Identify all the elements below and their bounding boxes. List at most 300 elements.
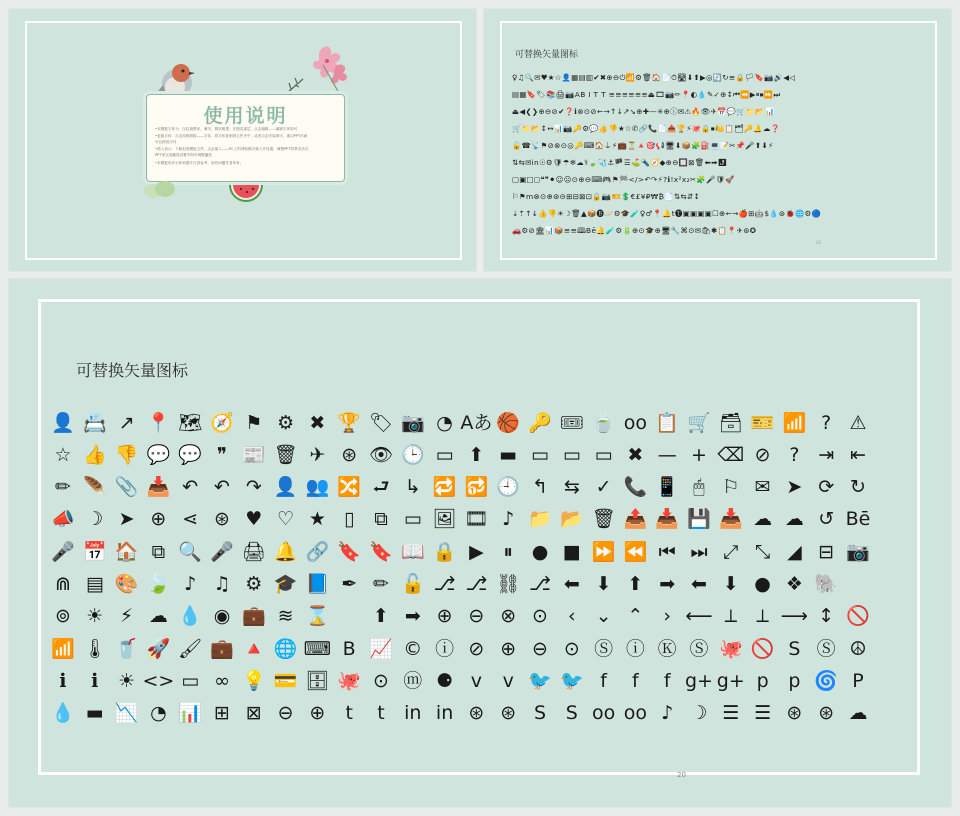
vector-icon[interactable]: Ⓢ [594,637,614,660]
vector-icon[interactable]: Ⓚ [657,637,677,660]
vector-icon[interactable]: ☁ [784,508,804,531]
vector-icon[interactable]: ⌛ [305,605,330,628]
vector-icon[interactable]: ◢ [787,540,802,563]
vector-icon[interactable]: 🎞 [464,508,489,531]
vector-icon[interactable] [842,568,874,600]
vector-icon[interactable]: f [600,669,607,692]
vector-icon[interactable]: 📁 [528,508,552,531]
vector-icon[interactable]: 🏷 [368,411,394,434]
vector-icon[interactable]: ⓜ [403,669,423,692]
instruction-line: •插入表示：下载封面模板文件，点击插入——PC上的剪贴模可插入并设置，调整PPT背景音乐在 [155,147,309,151]
mini-icon-row: ⇣⇡↑↓👍👎☀☽🗑▲📦🅑🪐⚙🎓🧪♀♂📍🔔t🅣▣▣▣▣☐⊕←→🍎⊞🤖$💧⊛🐞🌐⚙🔵 [512,209,822,218]
vector-icon[interactable]: ⊛ [468,702,485,725]
vector-icon[interactable]: ⊗ [500,605,517,628]
vector-icon[interactable]: 💼 [210,637,234,660]
vector-icon[interactable]: 📣 [51,508,75,531]
vector-icon[interactable]: Aあ [460,411,493,434]
vector-icon[interactable]: ❖ [785,572,803,595]
vector-icon[interactable]: ⧉ [151,540,166,563]
slide-thumbnail-icons-small[interactable] [484,9,951,271]
vector-icon[interactable]: ⌃ [627,605,644,628]
vector-icon[interactable]: 🪶 [82,476,107,499]
vector-icon[interactable]: v [470,669,483,692]
icon-row [47,536,907,568]
vector-icon[interactable]: 🎓 [273,572,298,595]
vector-icon[interactable]: 💼 [241,605,266,628]
vector-icon[interactable]: 📤 [623,508,648,531]
vector-icon[interactable]: ▭ [562,443,581,466]
vector-icon[interactable]: ⟂ [756,605,769,628]
vector-icon-grid [47,407,907,730]
vector-icon[interactable]: ⮐ [372,476,390,499]
vector-icon[interactable]: 📇 [82,411,107,434]
instruction-line: PPT里完成播放设置中即可调整播放 [155,153,212,157]
vector-icon[interactable]: ⊙ [373,669,389,692]
vector-icon[interactable]: ⊖ [277,702,294,725]
vector-icon[interactable]: ⌨ [303,637,332,660]
icon-row [47,439,907,471]
vector-icon[interactable]: 📶 [782,411,807,434]
vector-icon[interactable]: ♪ [502,508,515,531]
vector-icon[interactable]: ☰ [754,702,772,725]
vector-icon[interactable]: ☽ [690,702,708,725]
vector-icon[interactable]: in [435,702,454,725]
mini-icon-row: 🛒📁📂↕↔📊📷🔑⚙💬👍👎★☆✆🔗📞📄📤🏆⚡🐙🔒⏹🍋📋🗂🔑🔔☁❓ [512,124,781,133]
vector-icon[interactable]: ▶ [469,540,484,563]
vector-icon[interactable]: 💾 [687,508,711,531]
vector-icon[interactable]: 🎤 [51,540,75,563]
vector-icon[interactable]: t [377,702,385,725]
vector-icon[interactable]: 🚀 [146,637,171,660]
vector-icon[interactable]: ♡ [277,508,295,531]
vector-icon[interactable]: Ⓢ [816,637,836,660]
vector-icon[interactable]: ⊘ [468,637,485,660]
vector-icon[interactable]: 🥤 [114,637,139,660]
vector-icon[interactable]: ⤡ [754,540,771,563]
slide-title: 可替换矢量图标 [76,361,189,380]
vector-icon[interactable]: ⇆ [563,476,580,499]
watermelon-illustration [227,183,265,205]
vector-icon[interactable]: v [502,669,514,692]
vector-icon[interactable]: ☰ [722,702,740,725]
instruction-line: •本模板所有字体和图片仅供参考，如有问题作者所有。 [155,161,244,165]
vector-icon[interactable]: p [788,669,801,692]
vector-icon[interactable]: 🔗 [305,540,330,563]
vector-icon[interactable]: 🖨 [241,540,266,563]
vector-icon[interactable]: f [632,669,639,692]
twig-illustration [285,75,307,95]
vector-icon[interactable]: ↶ [182,476,199,499]
vector-icon[interactable]: ↶ [214,476,230,499]
vector-icon[interactable]: ● [754,572,771,595]
vector-icon[interactable]: ⚡ [119,605,134,628]
vector-icon[interactable]: ⚠ [849,411,867,434]
icon-row [47,665,907,697]
vector-icon[interactable]: ⌄ [595,605,612,628]
vector-icon[interactable]: ⬆ [373,605,389,628]
vector-icon[interactable]: ▭ [594,443,613,466]
vector-icon[interactable]: 🔺 [241,637,266,660]
vector-icon[interactable]: ⌫ [717,443,745,466]
vector-icon[interactable]: 💬 [146,443,171,466]
vector-icon[interactable]: <> [142,669,175,692]
vector-icon[interactable]: 🌡 [82,637,107,660]
vector-icon[interactable]: ⓘ [435,637,455,660]
slide-main-icons[interactable] [9,279,951,807]
vector-icon[interactable]: Ⓢ [689,637,709,660]
vector-icon[interactable]: 🏀 [496,411,521,434]
vector-icon[interactable]: ⊙ [563,637,580,660]
vector-icon[interactable]: ? [821,411,832,434]
vector-icon[interactable]: 🐘 [814,572,839,595]
vector-icon[interactable]: ⟂ [724,605,738,628]
vector-icon[interactable]: 📘 [305,572,330,595]
vector-icon[interactable]: ↰ [532,476,548,499]
vector-icon[interactable]: in [404,702,422,725]
vector-icon[interactable]: 🐙 [337,669,362,692]
vector-icon[interactable]: ⬅ [563,572,580,595]
mini-icon-row: ♀♫🔍✉♥★☆👤▦▤▥✔✖⊕⊖⏻📶⚙🗑🏠📄⏱🛣⬇⬆▶◎🔄↻≡🔒🏳🔖📷🔊◀◁ [512,73,796,82]
vector-icon[interactable]: t [345,702,353,725]
vector-icon[interactable]: 🌀 [814,669,839,692]
vector-icon[interactable]: ↳ [404,476,421,499]
instructions-title: 使用说明 [203,105,288,127]
vector-icon[interactable]: 🛒 [687,411,711,434]
vector-icon[interactable]: ☁ [148,605,168,628]
vector-icon[interactable]: ↗ [118,411,135,434]
vector-icon[interactable]: ⊖ [532,637,548,660]
vector-icon[interactable]: S [565,702,578,725]
vector-icon[interactable]: ⚑ [245,411,263,434]
vector-icon[interactable]: › [663,605,671,628]
vector-icon[interactable]: ⚐ [722,476,740,499]
vector-icon[interactable]: ? [789,443,800,466]
vector-icon[interactable]: ⇥ [818,443,835,466]
icon-row [47,504,907,536]
vector-icon[interactable]: ⎇ [465,572,488,595]
vector-icon[interactable]: 🍃 [146,572,171,595]
vector-icon[interactable]: 🏆 [337,411,362,434]
vector-icon[interactable]: ⎇ [529,572,551,595]
vector-icon[interactable]: 🎟 [559,411,584,434]
vector-icon[interactable]: ↺ [818,508,835,531]
vector-icon[interactable]: 👍 [82,443,107,466]
vector-icon[interactable]: g+ [685,669,713,692]
vector-icon[interactable]: 🗃 [718,411,743,434]
vector-icon[interactable]: P [852,669,864,692]
vector-icon[interactable]: 🚫 [750,637,775,660]
vector-icon[interactable]: 📅 [82,540,107,563]
vector-icon[interactable]: 🎨 [114,572,139,595]
vector-icon[interactable]: ⟳ [818,476,835,499]
mini-icon-row: ⇅⇆✉in☉⚙🛡☂❄☁⚕🍃🩺⚓🏴☰⛳🔦🧭◆⊕⊖🔲⊠🗑⬅➡⤴ [512,158,728,167]
vector-icon[interactable]: ♫ [213,572,231,595]
vector-icon[interactable]: 🚫 [846,605,870,628]
vector-icon[interactable]: ♪ [184,572,197,595]
vector-icon[interactable]: 💧 [51,702,75,725]
vector-icon[interactable]: 🏠 [114,540,139,563]
vector-icon[interactable]: ♥ [245,508,263,531]
vector-icon[interactable]: 🔑 [528,411,552,434]
vector-icon[interactable]: ▭ [435,443,454,466]
vector-icon[interactable]: 📷 [846,540,870,563]
vector-icon[interactable]: 📰 [241,443,266,466]
vector-icon[interactable]: Bē [845,508,871,531]
vector-icon[interactable]: ■ [562,540,581,563]
vector-icon[interactable]: ⊕ [309,702,326,725]
vector-icon[interactable]: ‹ [567,605,576,628]
pink-flower-illustration [305,41,365,99]
vector-icon[interactable]: ⊘ [754,443,771,466]
vector-icon[interactable]: ⊛ [818,702,835,725]
vector-icon[interactable]: ▬ [85,702,104,725]
vector-icon[interactable]: ⊠ [245,702,262,725]
mini-icon-row: 🔓☎📡⚑⊘⊗⊙◎🔑⌨🏠⏚⚡💼⏳🔺🎯📢🖥⬇📦🧩⛽💻📝✂📌🎤⬆⬇⚡ [512,141,774,150]
vector-icon[interactable]: ⊕ [150,508,167,531]
vector-icon[interactable]: ∞ [214,669,230,692]
vector-icon[interactable]: ⊕ [500,637,517,660]
vector-icon[interactable]: ⎇ [433,572,456,595]
vector-icon[interactable]: ➤ [786,476,803,499]
slide-title: 可替换矢量图标 [515,50,579,60]
vector-icon[interactable]: 📈 [369,637,393,660]
vector-icon[interactable]: oo [623,702,648,725]
vector-icon[interactable]: ⬆ [627,572,644,595]
vector-icon[interactable]: ⇤ [850,443,866,466]
vector-icon[interactable]: 🖌 [178,637,203,660]
vector-icon[interactable]: ➤ [118,508,135,531]
vector-icon[interactable]: 📷 [400,411,425,434]
vector-icon[interactable]: 💡 [241,669,266,692]
vector-icon[interactable]: ⬇ [595,572,612,595]
vector-icon[interactable]: S [788,637,801,660]
vector-icon[interactable]: ⊚ [55,605,71,628]
vector-icon[interactable]: 🔖 [369,540,393,563]
vector-icon[interactable]: ⋖ [182,508,199,531]
vector-icon[interactable]: ✓ [595,476,612,499]
vector-icon[interactable]: ⊞ [214,702,230,725]
vector-icon[interactable]: ℹ [91,669,99,692]
vector-icon[interactable]: 🕒 [400,443,425,466]
vector-icon[interactable]: ⊕ [436,605,453,628]
vector-icon[interactable]: 📶 [51,637,75,660]
vector-icon[interactable]: + [691,443,707,466]
vector-icon[interactable]: 🗑 [591,508,616,531]
vector-icon[interactable]: ⚙ [245,572,263,595]
vector-icon[interactable]: ☀ [118,669,136,692]
vector-icon[interactable]: ▬ [499,443,518,466]
vector-icon[interactable]: 👥 [305,476,330,499]
vector-icon[interactable]: 🍵 [591,411,616,434]
vector-icon[interactable]: ✉ [754,476,771,499]
vector-icon[interactable]: 👁 [368,443,394,466]
vector-icon[interactable]: 🗑 [273,443,298,466]
vector-icon[interactable]: 🧭 [210,411,234,434]
vector-icon[interactable]: ↷ [245,476,262,499]
mini-icon-row: ▢▣□◻❝❞⚫☺☹⊙⊕⊖⌨🎮⚑🏁</>↶↷⚡?ℹ!x²x₂✂🧩🎤🛡🚀 [512,175,735,184]
vector-icon[interactable]: 🔒 [432,540,457,563]
vector-icon[interactable]: 👤 [273,476,298,499]
vector-icon[interactable]: 📉 [114,702,139,725]
instruction-line: •更换字体：点击控制面板——字体，将字体复制到文件夹中，或者点击安装即可，重启PPT后就 [155,134,308,138]
vector-icon[interactable]: ⚙ [277,411,295,434]
icon-row [47,601,907,633]
vector-icon[interactable]: ⬅ [691,572,707,595]
vector-icon[interactable]: oo [591,702,616,725]
vector-icon[interactable]: 🕘 [496,476,521,499]
vector-icon[interactable]: 📥 [655,508,680,531]
vector-icon[interactable]: ▤ [85,572,104,595]
vector-icon[interactable]: 📖 [400,540,425,563]
vector-icon[interactable]: ⏭ [690,540,708,563]
vector-icon[interactable]: ✏ [373,572,389,595]
vector-icon[interactable]: ⬇ [722,572,739,595]
vector-icon[interactable]: 📥 [718,508,743,531]
vector-icon[interactable]: ⊟ [818,540,835,563]
vector-icon[interactable]: 👤 [51,411,75,434]
vector-icon[interactable]: ➡ [404,605,421,628]
vector-icon[interactable]: ≋ [277,605,294,628]
vector-icon[interactable]: B [342,637,356,660]
mini-icon-row: 🚗⚙⊘🏛📊📦≡≡🕮Bē🔔🧪⚙🔋⊕⊙🎓⊕🖥🔧⌘⊙✉🛍✱📋📍✈⊛✪ [512,226,757,235]
vector-icon[interactable]: ✏ [55,476,71,499]
vector-icon[interactable]: 👎 [114,443,139,466]
vector-icon[interactable]: ⬆ [468,443,485,466]
vector-icon[interactable]: 💬 [178,443,203,466]
vector-icon[interactable]: 🔍 [178,540,203,563]
vector-icon[interactable]: 📎 [114,476,139,499]
vector-icon[interactable]: 🗺 [178,411,203,434]
vector-icon[interactable]: ⊙ [532,605,548,628]
vector-icon[interactable]: ⊛ [786,702,803,725]
vector-icon[interactable]: 📂 [559,508,584,531]
vector-icon[interactable]: ▭ [531,443,549,466]
vector-icon[interactable]: ⧉ [374,508,388,531]
vector-icon[interactable]: ⓘ [625,637,645,660]
page-number: 20 [677,771,686,779]
vector-icon[interactable]: 🐦 [528,669,552,692]
vector-icon[interactable]: 🖼 [432,508,457,531]
vector-icon[interactable]: ☆ [54,443,72,466]
instructions-card [146,94,345,182]
vector-icon[interactable]: ⏮ [658,540,676,563]
vector-icon[interactable]: 📞 [623,476,648,499]
icon-row [47,472,907,504]
vector-icon[interactable]: ★ [308,508,326,531]
vector-icon[interactable]: 🖱 [693,476,705,499]
vector-icon[interactable]: ⊛ [214,508,230,531]
vector-icon[interactable]: S [533,702,547,725]
vector-icon[interactable]: ☽ [86,508,104,531]
vector-icon[interactable]: 🗄 [305,669,330,692]
vector-icon[interactable]: oo [623,411,648,434]
vector-icon[interactable]: ➡ [659,572,676,595]
mini-icon-row: ⏏◀❮❯⊕⊖⊘✔❓ℹ⊗⊙⊘←→↑↓↗↘⊕✚—✳⊕ⓘ✉⚠🔥👁✈📅💬🛒📁📂📊 [512,107,775,116]
mini-icon-row: ▤▦🔖🏷📚🖨📷AB I T T ≡≡≡≡≡≡⏏🎞📷✏📍◐💧✎✓⊕↕⏮⏪▶⏸⏹⏩⏭ [512,90,781,99]
vector-icon[interactable]: ❞ [216,443,228,466]
vector-icon[interactable]: — [657,443,677,466]
vector-icon[interactable] [333,601,365,633]
vector-icon[interactable]: ▯ [343,508,355,531]
vector-icon[interactable]: ◉ [213,605,231,628]
vector-icon[interactable]: ⏩ [591,540,616,563]
vector-icon[interactable]: ↕ [818,605,835,628]
vector-icon[interactable]: 📋 [655,411,680,434]
vector-icon[interactable]: ⛓ [496,572,521,595]
vector-icon[interactable]: ✖ [627,443,644,466]
vector-icon[interactable]: © [403,637,423,660]
vector-icon[interactable]: ⊛ [500,702,517,725]
vector-icon[interactable]: ⊖ [468,605,485,628]
vector-icon[interactable]: ☀ [86,605,104,628]
vector-icon[interactable]: ↻ [850,476,866,499]
vector-icon[interactable]: ⚈ [436,669,454,692]
vector-icon[interactable]: ✖ [309,411,326,434]
vector-icon[interactable]: ℹ [59,669,67,692]
vector-icon[interactable]: 📍 [146,411,171,434]
vector-icon[interactable]: p [756,669,769,692]
vector-icon[interactable]: ☁ [848,702,868,725]
vector-icon[interactable]: 🎤 [210,540,234,563]
vector-icon[interactable]: ✒ [341,572,358,595]
vector-icon[interactable]: g+ [716,669,745,692]
vector-icon[interactable]: ⤢ [723,540,739,563]
vector-icon[interactable]: 🎫 [750,411,775,434]
instruction-line: 可以使用字体 [155,140,177,144]
vector-icon[interactable]: 🔂 [464,476,489,499]
icon-row [47,407,907,439]
vector-icon[interactable]: 📥 [146,476,171,499]
vector-icon[interactable]: ⏸ [503,540,513,563]
vector-icon[interactable]: 🔀 [337,476,362,499]
vector-icon[interactable]: ✈ [309,443,326,466]
vector-icon[interactable]: 💳 [273,669,298,692]
vector-icon[interactable]: ⋒ [55,572,71,595]
vector-icon[interactable]: 🔁 [432,476,457,499]
vector-icon[interactable]: ▭ [403,508,422,531]
icon-row [47,698,907,730]
vector-icon[interactable]: ⊛ [341,443,358,466]
vector-icon[interactable]: 🔓 [400,572,425,595]
vector-icon[interactable]: 💧 [178,605,203,628]
vector-icon[interactable]: 📊 [178,702,203,725]
vector-icon[interactable]: 🌐 [273,637,298,660]
icon-row [47,633,907,665]
vector-icon[interactable]: ● [531,540,549,563]
vector-icon[interactable]: ⏪ [623,540,648,563]
vector-icon[interactable]: ♪ [661,702,674,725]
vector-icon[interactable]: 🔔 [273,540,298,563]
vector-icon[interactable]: ◔ [436,411,453,434]
vector-icon[interactable]: ⟵ [685,605,713,628]
green-leaf-illustration [143,179,177,201]
vector-icon[interactable]: ☁ [753,508,773,531]
vector-icon[interactable]: f [663,669,671,692]
vector-icon[interactable]: 🔖 [337,540,362,563]
instruction-line: •本模板字体为：汉仪旗黑体，兼书，微软雅黑，在图页素层，点击编辑——编辑字体即可 [155,127,298,131]
icon-row [47,568,907,600]
page-number: 20 [816,240,822,245]
mini-icon-row: ⚐⚑m⊗⊙⊕⊛⊝⊞⊟⊠⊡🔒📷🎫💲€£¥₽₩₿📄⇅⇆⇵↕ [512,192,701,201]
vector-icon[interactable]: ⟶ [780,605,809,628]
vector-icon[interactable]: 📱 [655,476,680,499]
vector-icon[interactable]: 🐦 [559,669,584,692]
vector-icon[interactable]: ▭ [181,669,200,692]
vector-icon[interactable]: ☮ [849,637,867,660]
slide-thumbnail-instructions[interactable] [9,9,476,271]
vector-icon[interactable]: ◔ [150,702,167,725]
vector-icon[interactable]: 🐙 [718,637,743,660]
